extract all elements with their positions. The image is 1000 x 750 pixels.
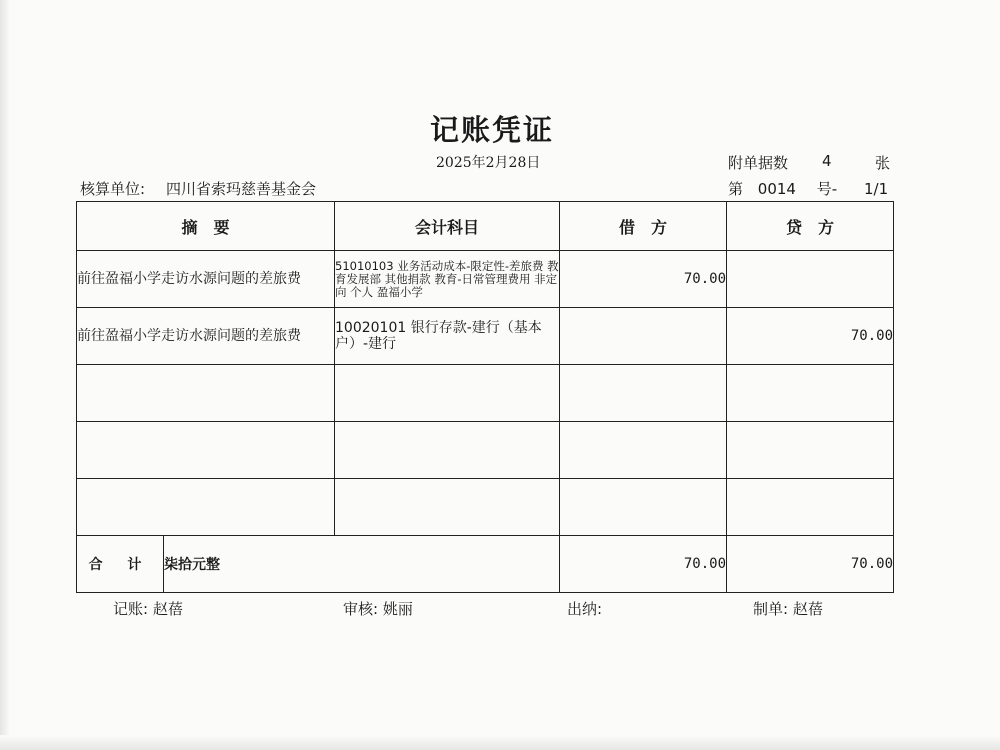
entry-debit: [560, 365, 727, 422]
entry-credit: [727, 251, 894, 308]
header-credit: 贷 方: [727, 202, 894, 251]
header-debit: 借 方: [560, 202, 727, 251]
attachments-count: 4: [822, 152, 832, 170]
total-credit: 70.00: [727, 536, 894, 593]
entry-account: 51010103 业务活动成本-限定性-差旅费 教育发展部 其他捐款 教育-日常管理费用 非定向 个人 盈福小学: [335, 251, 560, 308]
voucher-page: 1/1: [863, 180, 889, 198]
entry-credit: [727, 422, 894, 479]
voucher-table: [76, 201, 894, 593]
header-account: 会计科目: [335, 202, 560, 251]
table-row: [77, 365, 894, 422]
preparer-signature: 制单: 赵蓓: [753, 600, 823, 618]
entry-account: [335, 479, 560, 536]
entry-credit: [727, 479, 894, 536]
table-row: [77, 308, 894, 365]
voucher-number-prefix: 第: [728, 180, 744, 198]
entry-credit: 70.00: [727, 308, 894, 365]
entry-summary: 前往盈福小学走访水源问题的差旅费: [77, 308, 335, 365]
entry-debit: 70.00: [560, 251, 727, 308]
attachments-unit: 张: [875, 154, 891, 172]
entry-summary: [77, 365, 335, 422]
scan-bottom-shadow: [0, 735, 1000, 750]
accounting-unit-label: 核算单位:: [80, 180, 146, 198]
total-debit: 70.00: [560, 536, 727, 593]
entry-account: [335, 365, 560, 422]
table-row: [77, 479, 894, 536]
entry-debit: [560, 479, 727, 536]
total-row: [77, 536, 894, 593]
bookkeeper-signature: 记账: 赵蓓: [113, 600, 183, 618]
voucher-date: 2025年2月28日: [436, 155, 541, 171]
table-header-row: [77, 202, 894, 251]
voucher-number-value: 0014: [757, 180, 796, 198]
entry-account: 10020101 银行存款-建行（基本户）-建行: [335, 308, 560, 365]
entry-summary: 前往盈福小学走访水源问题的差旅费: [77, 251, 335, 308]
entry-debit: [560, 308, 727, 365]
entry-account: [335, 422, 560, 479]
reviewer-signature: 审核: 姚丽: [343, 600, 413, 618]
entry-credit: [727, 365, 894, 422]
accounting-unit-name: 四川省索玛慈善基金会: [166, 180, 317, 198]
table-row: [77, 422, 894, 479]
entry-summary: [77, 422, 335, 479]
cashier-signature: 出纳:: [567, 600, 603, 618]
header-summary: 摘 要: [77, 202, 335, 251]
entry-debit: [560, 422, 727, 479]
voucher-number: [728, 178, 898, 199]
total-amount-words: 柒拾元整: [164, 536, 560, 593]
attachments-label: 附单据数: [728, 154, 789, 172]
entry-summary: [77, 479, 335, 536]
voucher-title: 记账凭证: [429, 113, 554, 147]
table-row: [77, 251, 894, 308]
voucher-number-suffix: 号-: [816, 180, 838, 198]
total-label: 合 计: [77, 536, 164, 593]
